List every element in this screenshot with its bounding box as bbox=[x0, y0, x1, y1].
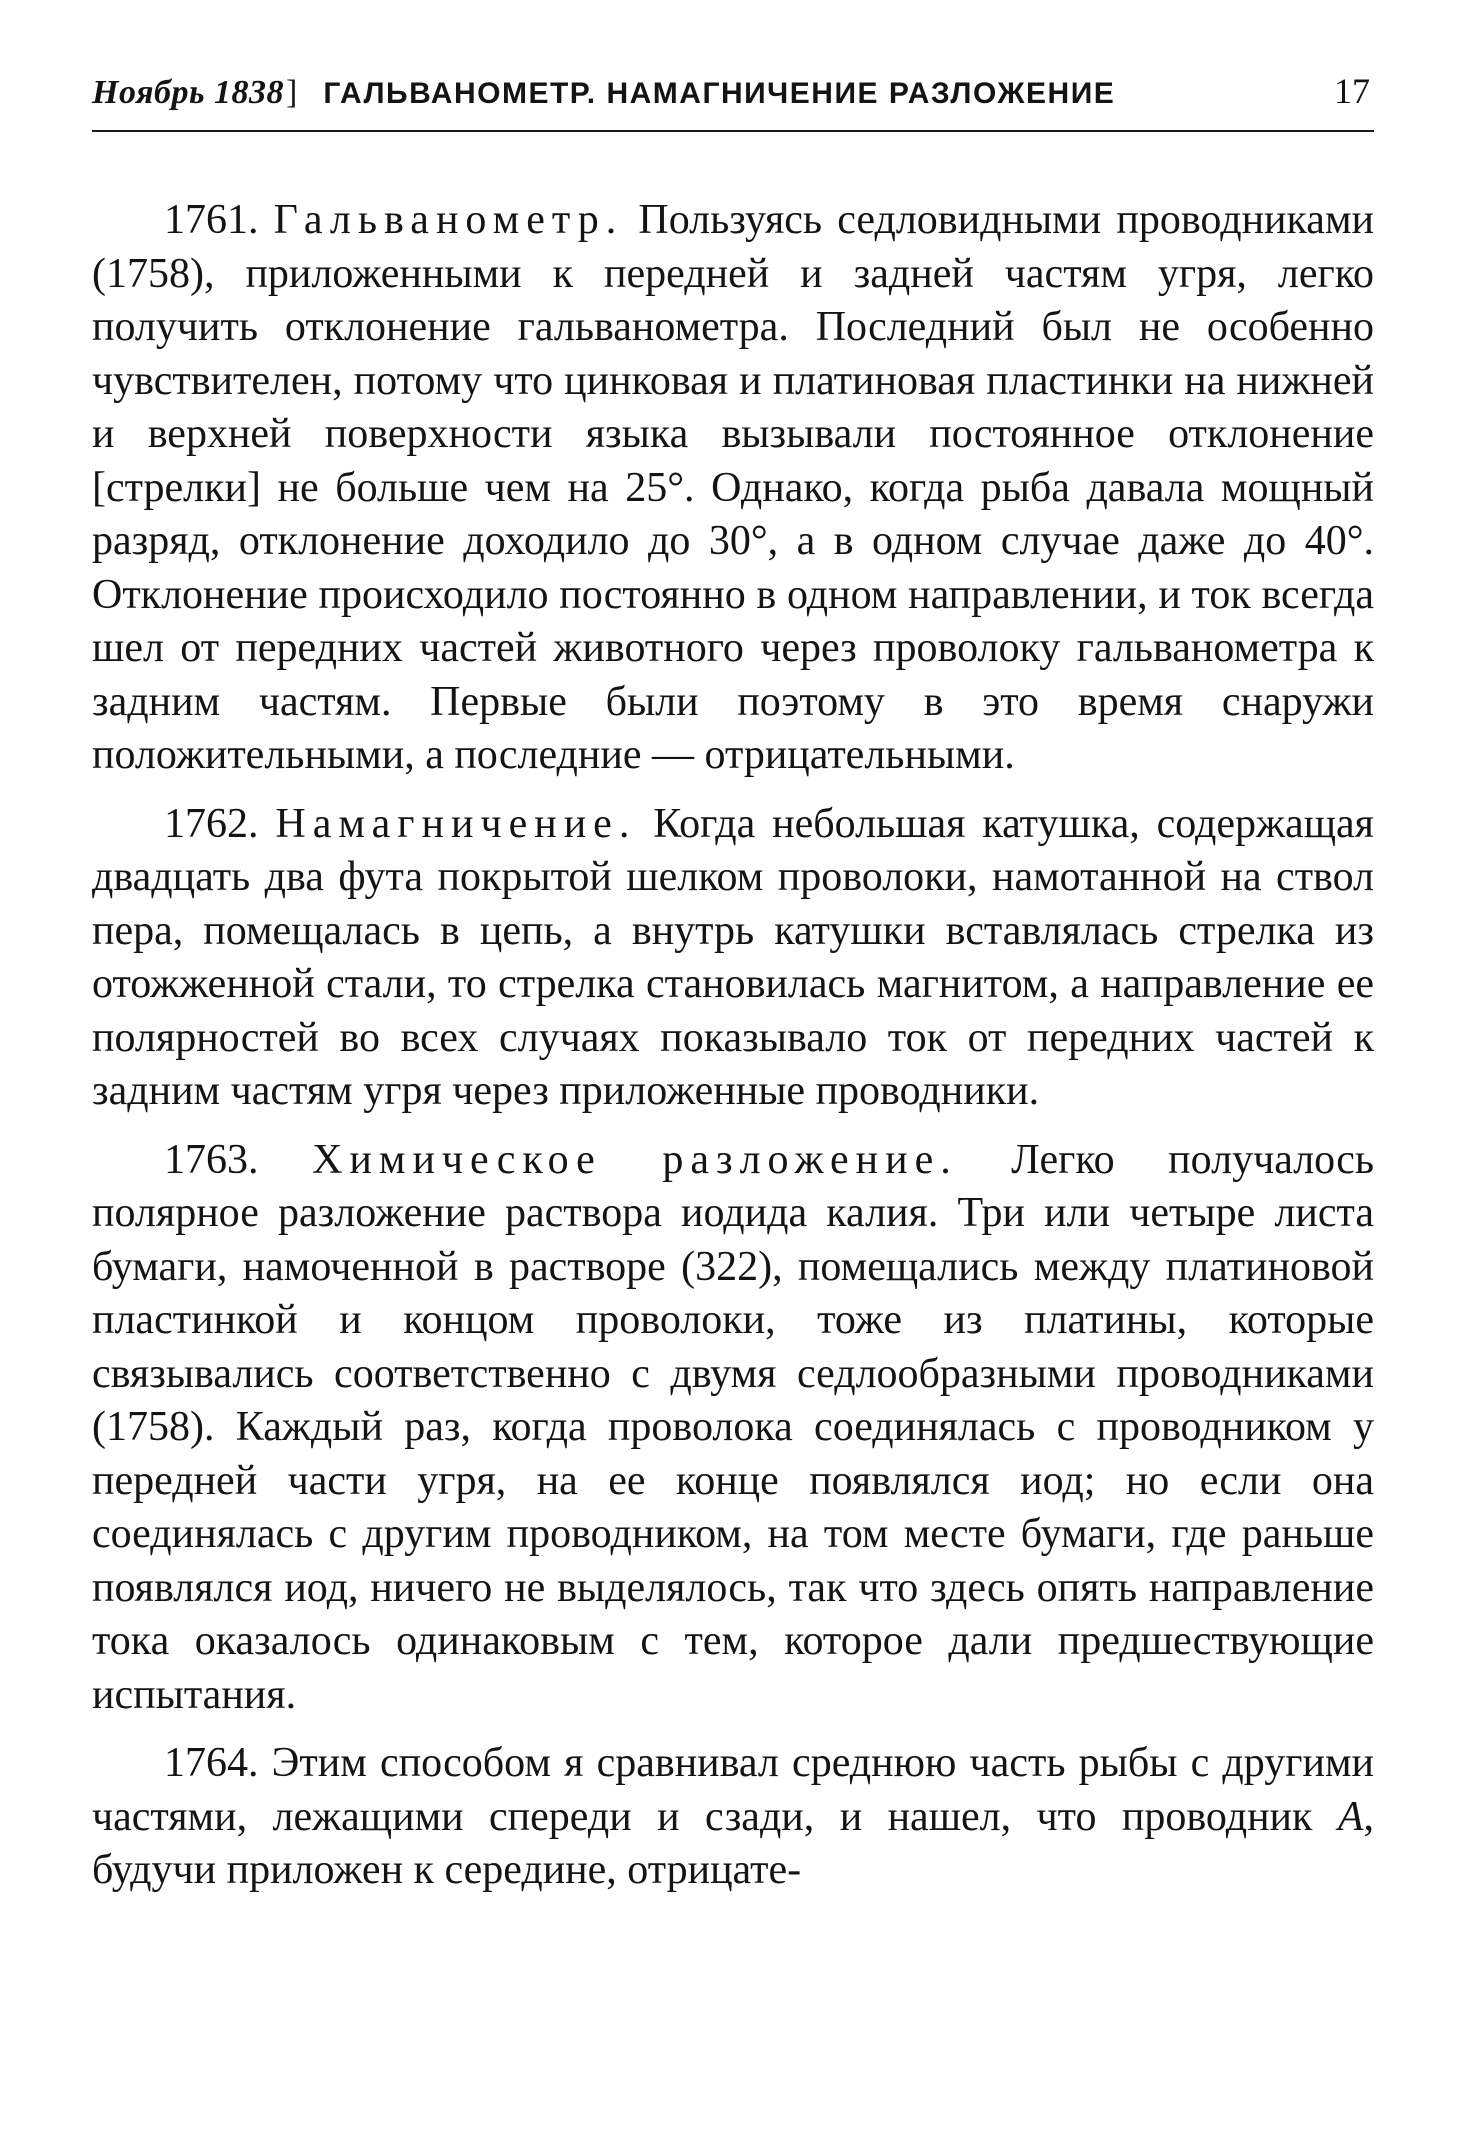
paragraph-number: 1764. bbox=[164, 1740, 259, 1786]
conductor-label: A bbox=[1337, 1793, 1364, 1840]
header-bracket: ] bbox=[286, 74, 298, 111]
paragraph-1763 bbox=[92, 1134, 1374, 1723]
page-number: 17 bbox=[1334, 71, 1370, 111]
paragraph-heading: Гальванометр. bbox=[273, 197, 624, 243]
paragraph-1764 bbox=[92, 1737, 1374, 1898]
paragraph-number: 1763. bbox=[164, 1136, 259, 1183]
paragraph-text: Когда небольшая катушка, содержащая двадцать два фута покрытой шелком проволоки, намотанной на ствол пера, помещалась в цепь, а внутрь катушки вставлялась стрелка из отожженной стали, то стрелка становилась магнитом, а направление ее полярностей во всех случаях показывало ток от передних частей к задним частям угря через приложенные проводники. bbox=[92, 800, 1375, 1114]
paragraph-text-continued: , будучи приложен к середине, отрицате- bbox=[92, 1793, 1375, 1893]
paragraph-number: 1762. bbox=[164, 800, 259, 847]
paragraph-1761 bbox=[92, 194, 1374, 783]
page-content bbox=[92, 70, 1374, 1913]
header-date: Ноябрь 1838 bbox=[92, 74, 285, 111]
paragraph-text: Этим способом я сравнивал среднюю часть рыбы с другими частями, лежащими спереди и сзади, и нашел, что проводник bbox=[92, 1740, 1374, 1840]
running-header bbox=[92, 70, 1374, 132]
paragraph-number: 1761. bbox=[164, 197, 259, 243]
paragraph-text: Легко получалось полярное разложение раствора иодида калия. Три или четыре листа бумаги, намоченной в растворе (322), помещались между платиновой пластинкой и концом проволоки, тоже из платины, которые связывались соответственно с двумя седлообразными проводниками (1758). Каждый раз, когда проволока соединялась с проводником у передней части угря, на ее конце появлялся иод; но если она соединялась с другим проводником, на том месте бумаги, где раньше появлялся иод, ничего не выделялось, так что здесь опять направление тока оказалось одинаковым с тем, которое дали предшествующие испытания. bbox=[92, 1136, 1374, 1718]
body-text bbox=[92, 194, 1374, 1898]
header-title: ГАЛЬВАНОМЕТР. НАМАГНИЧЕНИЕ РАЗЛОЖЕНИЕ bbox=[323, 77, 1116, 110]
paragraph-heading: Намагничение. bbox=[275, 800, 637, 847]
paragraph-1762 bbox=[92, 798, 1374, 1119]
paragraph-text: Пользуясь седловидными проводниками (1758), приложенными к передней и задней частям угря, легко получить отклонение гальванометра. Последний был не особенно чувствителен, потому что цинковая и платиновая пластинки на нижней и верхней поверхности языка вызывали постоянное отклонение [стрелки] не больше чем на 25°. Однако, когда рыба давала мощный разряд, отклонение доходило до 30°, а в одном случае даже до 40°. Отклонение происходило постоянно в одном направлении, и ток всегда шел от передних частей животного через проволоку гальванометра к задним частям. Первые были поэтому в это время снаружи положительными, а последние — отрицательными. bbox=[92, 197, 1374, 778]
paragraph-heading: Химическое разложение. bbox=[312, 1136, 958, 1183]
